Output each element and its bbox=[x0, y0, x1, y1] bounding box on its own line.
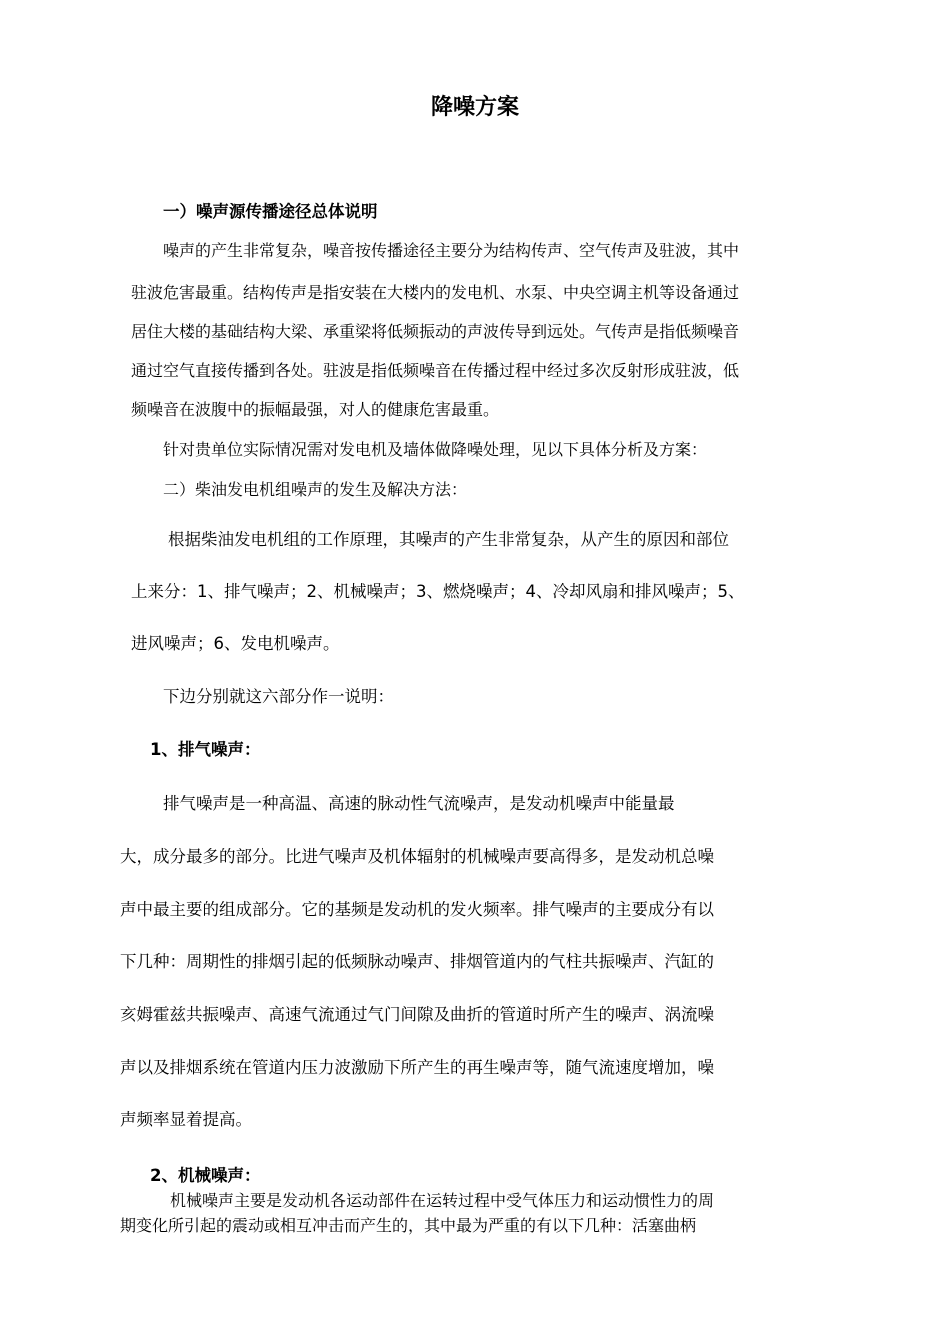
item2-line1: 机械噪声主要是发动机各运动部件在运转过程中受气体压力和运动惯性力的周 bbox=[170, 1191, 715, 1210]
section1-para1-line2: 驻波危害最重。结构传声是指安装在大楼内的发电机、水泵、中央空调主机等设备通过 bbox=[131, 283, 740, 302]
section2-intro-line3: 进风噪声；6、发电机噪声。 bbox=[131, 634, 340, 653]
section2-lead: 下边分别就这六部分作一说明： bbox=[163, 687, 394, 706]
item1-line6: 声以及排烟系统在管道内压力波激励下所产生的再生噪声等，随气流速度增加，噪 bbox=[120, 1058, 714, 1077]
item1-line2: 大，成分最多的部分。比进气噪声及机体辐射的机械噪声要高得多，是发动机总噪 bbox=[120, 847, 714, 866]
section1-para1-line5: 频噪音在波腹中的振幅最强，对人的健康危害最重。 bbox=[131, 400, 500, 419]
item2-heading: 2、机械噪声： bbox=[150, 1166, 261, 1185]
item1-line7: 声频率显着提高。 bbox=[120, 1110, 252, 1129]
item1-line4: 下几种：周期性的排烟引起的低频脉动噪声、排烟管道内的气柱共振噪声、汽缸的 bbox=[120, 952, 714, 971]
item2-line2: 期变化所引起的震动或相互冲击而产生的，其中最为严重的有以下几种：活塞曲柄 bbox=[120, 1216, 697, 1235]
section2-intro-line1: 根据柴油发电机组的工作原理，其噪声的产生非常复杂，从产生的原因和部位 bbox=[168, 530, 729, 549]
section1-para1-line4: 通过空气直接传播到各处。驻波是指低频噪音在传播过程中经过多次反射形成驻波，低 bbox=[131, 361, 740, 380]
section1-para1-line1: 噪声的产生非常复杂，噪音按传播途径主要分为结构传声、空气传声及驻波，其中 bbox=[163, 241, 740, 260]
section2-heading: 二）柴油发电机组噪声的发生及解决方法： bbox=[163, 480, 468, 499]
item1-line3: 声中最主要的组成部分。它的基频是发动机的发火频率。排气噪声的主要成分有以 bbox=[120, 900, 714, 919]
section1-para2: 针对贵单位实际情况需对发电机及墙体做降噪处理，见以下具体分析及方案： bbox=[163, 440, 708, 459]
item1-line1: 排气噪声是一种高温、高速的脉动性气流噪声，是发动机噪声中能量最 bbox=[163, 794, 675, 813]
section1-heading: 一）噪声源传播途径总体说明 bbox=[163, 202, 378, 221]
item1-line5: 亥姆霍兹共振噪声、高速气流通过气门间隙及曲折的管道时所产生的噪声、涡流噪 bbox=[120, 1005, 714, 1024]
document-title: 降噪方案 bbox=[430, 95, 519, 120]
section2-intro-line2: 上来分：1、排气噪声；2、机械噪声；3、燃烧噪声；4、冷却风扇和排风噪声；5、 bbox=[131, 582, 745, 601]
section1-para1-line3: 居住大楼的基础结构大梁、承重梁将低频振动的声波传导到远处。气传声是指低频噪音 bbox=[131, 322, 740, 341]
item1-heading: 1、排气噪声： bbox=[150, 740, 261, 759]
